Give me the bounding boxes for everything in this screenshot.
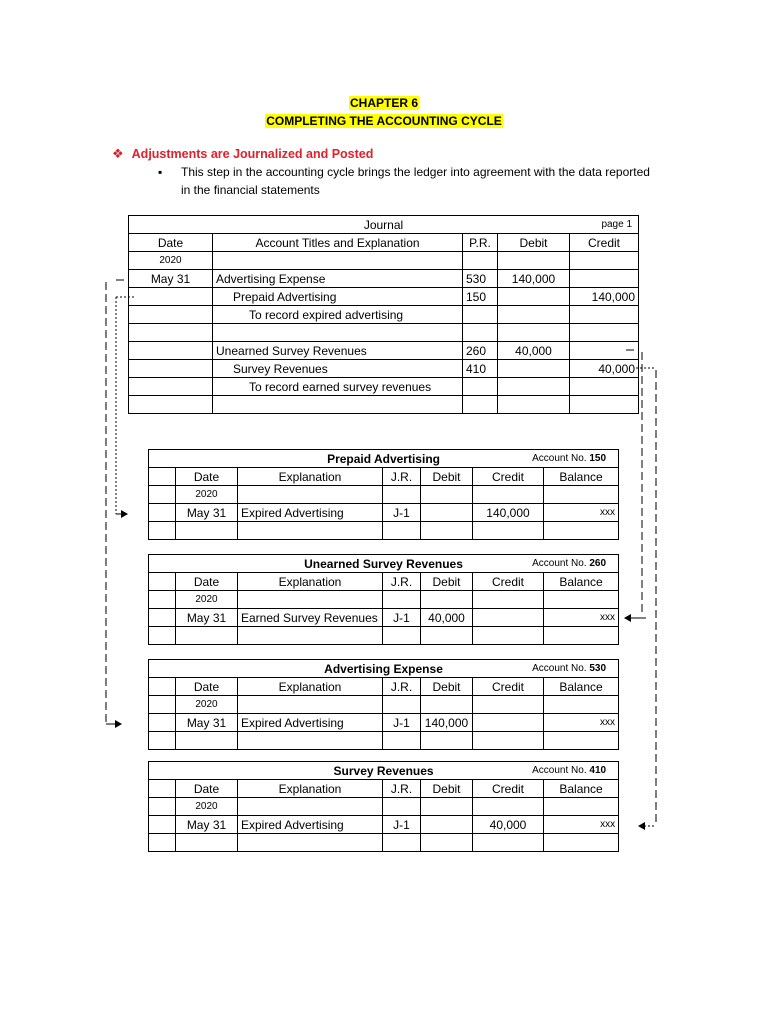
col-header: Balance <box>544 468 619 486</box>
balance-cell: xxx <box>544 609 619 627</box>
explanation-cell: Expired Advertising <box>238 714 383 732</box>
col-header: Credit <box>473 678 544 696</box>
credit-cell: 40,000 <box>570 360 639 378</box>
col-header: Date <box>176 468 238 486</box>
date-cell: May 31 <box>129 270 213 288</box>
col-header: Explanation <box>238 573 383 591</box>
col-header: Balance <box>544 573 619 591</box>
date-cell: May 31 <box>176 714 238 732</box>
ledger-title: Survey Revenues <box>333 763 434 778</box>
col-header: Credit <box>473 468 544 486</box>
account-number-label: Account No. <box>532 765 587 776</box>
col-header: Credit <box>473 780 544 798</box>
balance-cell: xxx <box>544 504 619 522</box>
balance-cell: xxx <box>544 816 619 834</box>
account-cell: Advertising Expense <box>213 270 463 288</box>
debit-cell: 140,000 <box>421 714 473 732</box>
credit-cell: 140,000 <box>473 504 544 522</box>
section-heading-text: Adjustments are Journalized and Posted <box>131 147 374 161</box>
journal-page: page 1 <box>601 219 633 230</box>
account-cell: Survey Revenues <box>213 360 463 378</box>
explanation-cell: Earned Survey Revenues <box>238 609 383 627</box>
diamond-bullet-icon: ❖ <box>112 146 124 161</box>
col-header: Explanation <box>238 678 383 696</box>
col-header: Debit <box>421 468 473 486</box>
arrowhead-icon <box>624 614 631 622</box>
col-header: Credit <box>473 573 544 591</box>
account-number-value: 150 <box>589 453 607 464</box>
col-header: Balance <box>544 678 619 696</box>
date-cell: May 31 <box>176 504 238 522</box>
jr-cell: J-1 <box>383 714 421 732</box>
year-cell: 2020 <box>176 591 238 609</box>
year-cell: 2020 <box>176 486 238 504</box>
journal-title: Journal <box>363 217 404 232</box>
col-header: Debit <box>421 678 473 696</box>
col-header: Credit <box>570 234 639 252</box>
arrowhead-icon <box>121 510 128 518</box>
balance-cell: xxx <box>544 714 619 732</box>
col-header: Account Titles and Explanation <box>213 234 463 252</box>
pr-cell: 260 <box>463 342 498 360</box>
account-cell: To record earned survey revenues <box>213 378 463 396</box>
ledger-title: Unearned Survey Revenues <box>304 556 463 571</box>
date-cell: May 31 <box>176 816 238 834</box>
col-header: Date <box>129 234 213 252</box>
col-header: Explanation <box>238 468 383 486</box>
account-cell: Unearned Survey Revenues <box>213 342 463 360</box>
pr-cell: 150 <box>463 288 498 306</box>
section-description: This step in the accounting cycle brings the ledger into agreement with the data reported in the financial statements <box>181 165 650 197</box>
col-header: Date <box>176 780 238 798</box>
account-number-value: 530 <box>589 663 607 674</box>
chapter-subtitle: COMPLETING THE ACCOUNTING CYCLE <box>266 114 502 128</box>
col-header: Debit <box>421 780 473 798</box>
account-number-value: 410 <box>589 765 607 776</box>
debit-cell: 40,000 <box>498 342 570 360</box>
year-cell: 2020 <box>176 696 238 714</box>
arrowhead-icon <box>638 822 645 830</box>
account-number-value: 260 <box>589 558 607 569</box>
ledger-title: Prepaid Advertising <box>327 451 440 466</box>
account-number-label: Account No. <box>532 558 587 569</box>
credit-cell: 140,000 <box>570 288 639 306</box>
col-header: J.R. <box>383 468 421 486</box>
year-cell: 2020 <box>129 252 213 270</box>
col-header: Debit <box>498 234 570 252</box>
pr-cell: 410 <box>463 360 498 378</box>
col-header: Date <box>176 678 238 696</box>
col-header: Date <box>176 573 238 591</box>
jr-cell: J-1 <box>383 816 421 834</box>
account-number-label: Account No. <box>532 663 587 674</box>
debit-cell: 40,000 <box>421 609 473 627</box>
col-header: Debit <box>421 573 473 591</box>
chapter-title: CHAPTER 6 <box>349 96 418 110</box>
col-header: P.R. <box>463 234 498 252</box>
jr-cell: J-1 <box>383 609 421 627</box>
year-cell: 2020 <box>176 798 238 816</box>
account-number-label: Account No. <box>532 453 587 464</box>
arrowhead-icon <box>115 720 122 728</box>
explanation-cell: Expired Advertising <box>238 504 383 522</box>
debit-cell: 140,000 <box>498 270 570 288</box>
account-cell: To record expired advertising <box>213 306 463 324</box>
account-cell: Prepaid Advertising <box>213 288 463 306</box>
col-header: Explanation <box>238 780 383 798</box>
explanation-cell: Expired Advertising <box>238 816 383 834</box>
jr-cell: J-1 <box>383 504 421 522</box>
col-header: J.R. <box>383 678 421 696</box>
date-cell: May 31 <box>176 609 238 627</box>
square-bullet-icon: ▪ <box>158 165 163 179</box>
credit-cell: 40,000 <box>473 816 544 834</box>
col-header: J.R. <box>383 780 421 798</box>
col-header: Balance <box>544 780 619 798</box>
ledger-title: Advertising Expense <box>324 661 443 676</box>
col-header: J.R. <box>383 573 421 591</box>
pr-cell: 530 <box>463 270 498 288</box>
